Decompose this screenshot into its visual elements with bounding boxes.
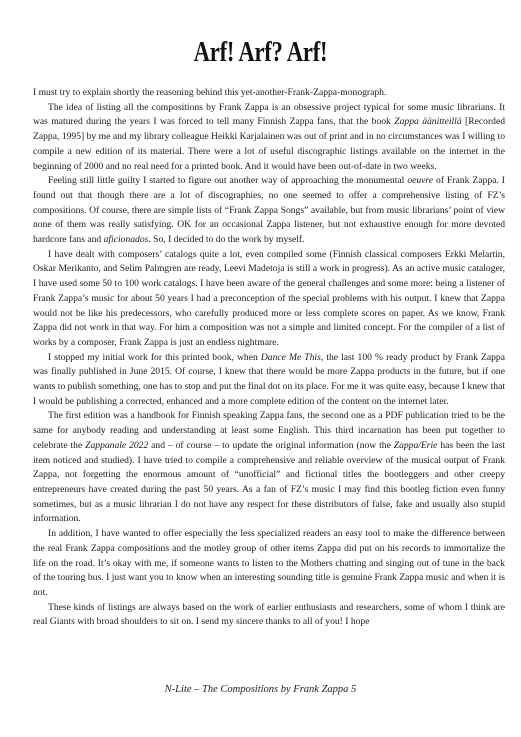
text-run: and – of course – to update the original information (now the [148,439,394,451]
text-run: Feeling still little guilty I started to figure out another way of approaching the monumental [48,175,408,187]
italic-text: Zappa/Erie [393,439,438,451]
text-run: I must try to explain shortly the reasoning behind this yet-another-Frank-Zappa-monograph. [33,87,387,98]
page-footer: N-Lite – The Compositions by Frank Zappa 5 [164,684,357,695]
italic-text: oeuvre [407,175,434,187]
paragraph [33,351,505,410]
paragraph [33,174,505,248]
page-title: Arf! Arf? Arf! [193,36,328,68]
paragraph [33,86,505,101]
text-run: , the last 100 % ready product by Frank Zappa was finally published in June 2015. Of course, I knew that there would be more Zappa products in the future, but if one wants to publish something, one has to stop and put the final dot on its place. For me it was quite easy, because I knew that I would be publishing a corrected, enhanced and a more complete edition of the content on the internet later. [33,351,505,407]
paragraph [33,101,505,175]
text-run: The idea of listing all the compositions by Frank Zappa is an obsessive project typical for some music librarians. It was matured during the years I was forced to tell many Finnish Zappa fans, that the book [33,101,505,128]
italic-text: Dance Me This [260,351,321,363]
body-text [33,86,505,630]
text-run: [Recorded Zappa, 1995] by me and my library colleague Heikki Karjalainen was out of print and in no circumstances was I willing to compile a new edition of its material. There were a lot of useful discographic listings available on the internet in the beginning of 2000 and no real need for a printed book. And it would have been out-of-date in two weeks. [33,116,505,172]
text-run: . So, I decided to do the work by myself. [148,234,305,246]
italic-text: Zappanale 2022 [85,439,149,451]
text-run: I stopped my initial work for this printed book, when [48,351,261,363]
text-run: has been the last item noticed and studied). I have tried to compile a comprehensive and reliable overview of the musical output of Frank Zappa, not forgetting the enormous amount of “unofficial” and fictional titles the bootleggers and other creepy entrepreneurs have created during the past 50 years. As a fan of FZ’s music I may find this bootleg fiction even funny sometimes, but as a music librarian I do not have any respect for these distributors of false, fake and usually also stupid information. [33,439,505,525]
paragraph [33,527,505,601]
italic-text: aficionados [103,234,149,246]
text-run: of Frank Zappa. I found out that though there are a lot of discographies, no one seemed to offer a comprehensive listing of FZ’s compositions. Of course, there are simple lists of “Frank Zappa Songs” available, but from music librarians’ point of view none of them was really satisfying. OK for an occasional Zappa listener, but not exhaustive enough for more devoted hardcore fans and [33,175,505,246]
text-run: I have dealt with composers’ catalogs quite a lot, even compiled some (Finnish classical composers Erkki Melartin, Oskar Merikanto, and Selim Palmgren are ready, Leevi Madetoja is still a work in progress). As an active music cataloger, I have used some 50 to 100 work catalogs. I have been aware of the general challenges and some more: being a listener of Frank Zappa’s music for about 50 years I had a preconception of the special problems with his output. I knew that Zappa would not be like his predecessors, who carefully produced more or less complete scores on paper. As we know, Frank Zappa did not work in that way. For him a composition was not a simple and limited concept. For the compiler of a list of works by a composer, Frank Zappa is just an endless nightmare. [33,248,505,348]
paragraph [33,601,505,630]
italic-text: Zappa äänitteillä [394,116,462,128]
paragraph [33,248,505,351]
paragraph [33,409,505,527]
text-run: In addition, I have wanted to offer especially the less specialized readers an easy tool to make the difference between the real Frank Zappa compositions and the motley group of other items Zappa did put on his records to immortalize the life on the road. It’s okay with me, if someone wants to listen to the Mothers chatting and singing out of tune in the back of the touring bus. I just want you to know when an interesting sounding title is genuine Frank Zappa music and when it is not. [33,528,505,598]
text-run: The first edition was a handbook for Finnish speaking Zappa fans, the second one as a PDF publication tried to be the same for anybody reading and understanding at least some English. This third incarnation has been put together to celebrate the [33,410,505,451]
text-run: These kinds of listings are always based on the work of earlier enthusiasts and researchers, some of whom I think are real Giants with broad shoulders to sit on. I send my sincere thanks to all of you! I hope [33,601,505,628]
